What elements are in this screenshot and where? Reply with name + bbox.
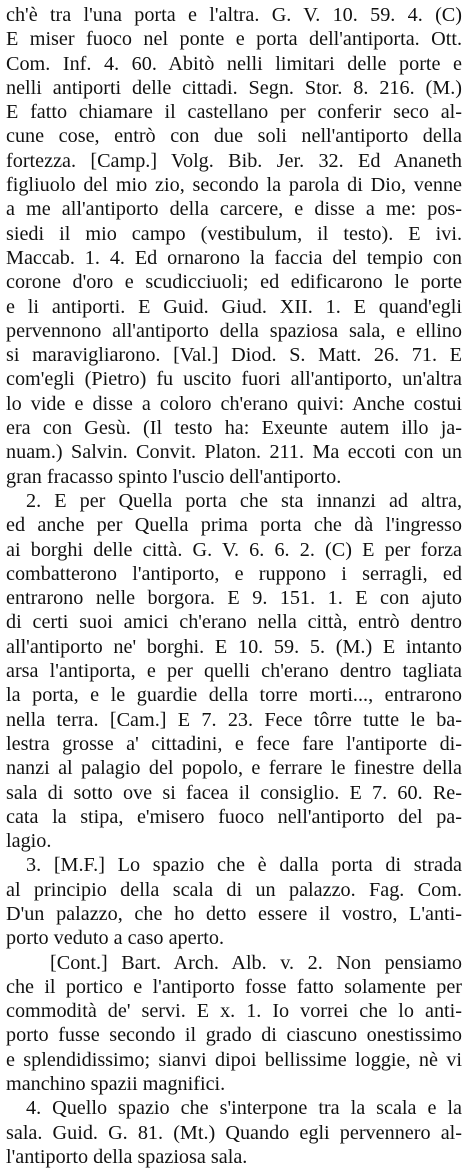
text-line: nella terra. [Cam.] E 7. 23. Fece tôrre tutte le ba- xyxy=(6,708,462,731)
text-line: al principio della scala di un palazzo. Fag. Com. xyxy=(6,878,462,901)
text-line: commodità de' servi. E x. 1. Io vorrei che lo anti- xyxy=(6,1000,462,1023)
text-line: 2. E per Quella porta che sta innanzi ad altra, xyxy=(26,489,462,512)
text-line: nanzi al palagio del popolo, e ferrare le finestre della xyxy=(6,757,462,780)
text-line: combatterono l'antiporto, e ruppono i serragli, ed xyxy=(6,562,462,585)
text-line: cune cose, entrò con due soli nell'antiporto della xyxy=(6,125,462,148)
text-line: figliuolo del mio zio, secondo la parola di Dio, venne xyxy=(6,174,462,197)
text-line: porto veduto a caso aperto. xyxy=(6,927,225,950)
text-line: D'un palazzo, che ho detto essere il vostro, L'anti- xyxy=(6,902,462,925)
text-line: E miser fuoco nel ponte e porta dell'antiporta. Ott. xyxy=(6,28,462,51)
text-line: ch'è tra l'una porta e l'altra. G. V. 10. 59. 4. (C) xyxy=(6,4,462,26)
text-line: di certi suoi amici ch'erano nella città, entrò dentro xyxy=(6,611,462,634)
text-line: ai borghi delle città. G. V. 6. 6. 2. (C) E per forza xyxy=(6,538,462,561)
text-line: sala. Guid. G. 81. (Mt.) Quando egli pervennero al- xyxy=(6,1121,462,1144)
text-line: ed anche per Quella prima porta che dà l'ingresso xyxy=(6,514,462,537)
text-line: nuam.) Salvin. Convit. Platon. 211. Ma eccoti con un xyxy=(6,441,462,464)
text-line: e splendidissimo; sianvi dipoi bellissime loggie, nè vi xyxy=(6,1048,462,1071)
text-line: era con Gesù. (Il testo ha: Exeunte autem illo ja- xyxy=(6,417,462,440)
text-line: Maccab. 1. 4. Ed ornarono la faccia del tempio con xyxy=(6,246,462,269)
text-line: entrarono nelle borgora. E 9. 151. 1. E con ajuto xyxy=(6,587,462,610)
text-line: nelli antiporti delle cittadi. Segn. Stor. 8. 216. (M.) xyxy=(6,76,462,99)
text-line: si maravigliarono. [Val.] Diod. S. Matt. 26. 71. E xyxy=(6,344,462,367)
text-line: all'antiporto ne' borghi. E 10. 59. 5. (M.) E intanto xyxy=(6,635,462,658)
text-line: com'egli (Pietro) fu uscito fuori all'antiporto, un'altra xyxy=(6,368,462,391)
text-line: l'antiporto della spaziosa sala. xyxy=(6,1145,248,1168)
text-line: gran fracasso spinto l'uscio dell'antiporto. xyxy=(6,465,342,488)
text-line: pervennono all'antiporto della spaziosa sala, e ellino xyxy=(6,319,462,342)
text-line: corone d'oro e scudicciuoli; ed edificarono le porte xyxy=(6,271,462,294)
text-column xyxy=(6,3,462,1169)
text-line: 3. [M.F.] Lo spazio che è dalla porta di strada xyxy=(26,854,462,877)
text-line: 4. Quello spazio che s'interpone tra la scala e la xyxy=(26,1097,462,1120)
text-line: lo vide e disse a coloro ch'erano quivi: Anche costui xyxy=(6,392,462,415)
text-line: [Cont.] Bart. Arch. Alb. v. 2. Non pensiamo xyxy=(50,951,462,974)
text-line: la porta, e le guardie della torre morti..., entrarono xyxy=(6,684,462,707)
text-line: siedi il mio campo (vestibulum, il testo). E ivi. xyxy=(6,222,462,245)
text-line: porto fusse secondo il grado di ciascuno onestissimo xyxy=(6,1024,462,1047)
text-line: E fatto chiamare il castellano per conferir seco al- xyxy=(6,101,462,124)
text-line: fortezza. [Camp.] Volg. Bib. Jer. 32. Ed Ananeth xyxy=(6,149,462,172)
text-line: e li antiporti. E Guid. Giud. XII. 1. E quand'egli xyxy=(6,295,462,318)
text-line: cata la stipa, e'misero fuoco nell'antiporto del pa- xyxy=(6,805,462,828)
text-line: arsa l'antiporta, e per quelli ch'erano dentro tagliata xyxy=(6,660,462,683)
text-line: lagio. xyxy=(6,830,52,853)
text-line: a me all'antiporto della carcere, e disse a me: pos- xyxy=(6,198,462,221)
text-line: Com. Inf. 4. 60. Abitò nelli limitari delle porte e xyxy=(6,52,462,75)
text-line: manchino spazii magnifici. xyxy=(6,1073,226,1096)
text-line: che il portico e l'antiporto fosse fatto solamente per xyxy=(6,975,462,998)
text-line: lestra grosse a' cittadini, e fece fare l'antiporte di- xyxy=(6,732,462,755)
text-line: sala di sotto ove si facea il consiglio. E 7. 60. Re- xyxy=(6,781,462,804)
